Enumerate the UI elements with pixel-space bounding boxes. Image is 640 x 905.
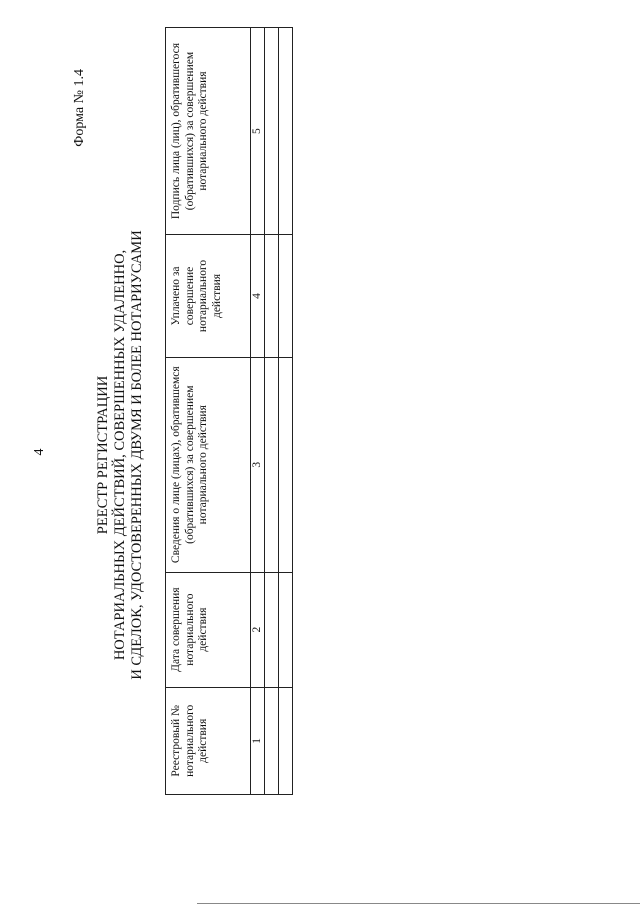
table-header-row: [166, 28, 251, 795]
column-number-4: 4: [251, 235, 265, 358]
table-row: [265, 28, 279, 795]
table-cell: [265, 235, 279, 358]
table-cell: [265, 357, 279, 572]
column-number-3: 3: [251, 357, 265, 572]
table-cell: [279, 28, 293, 235]
table-cell: [265, 687, 279, 794]
column-number-row: [251, 28, 265, 795]
scan-edge-line: [197, 903, 640, 904]
title-line-3: И СДЕЛОК, УДОСТОВЕРЕННЫХ ДВУМЯ И БОЛЕЕ НОТАРИУСАМИ: [129, 230, 145, 680]
table-row: [279, 28, 293, 795]
table-cell: [279, 357, 293, 572]
table-cell: [279, 572, 293, 687]
header-date: Дата совершения нотариального действия: [166, 572, 251, 687]
table-cell: [265, 572, 279, 687]
header-person-info: Сведения о лице (лицах), обратившемся (обратившихся) за совершением нотариального действия: [166, 357, 251, 572]
form-label: Форма № 1.4: [72, 69, 87, 147]
column-number-2: 2: [251, 572, 265, 687]
header-signature: Подпись лица (лиц), обратившегося (обратившихся) за совершением нотариального действия: [166, 28, 251, 235]
header-registry-number: Реестровый № нотариального действия: [166, 687, 251, 794]
registry-table: [165, 27, 293, 795]
table-cell: [279, 235, 293, 358]
column-number-1: 1: [251, 687, 265, 794]
header-paid: Уплачено за совершение нотариального действия: [166, 235, 251, 358]
title-line-2: НОТАРИАЛЬНЫХ ДЕЙСТВИЙ, СОВЕРШЕННЫХ УДАЛЕННО,: [112, 249, 128, 661]
rotated-form: [65, 42, 315, 855]
table-cell: [265, 28, 279, 235]
title-line-1: РЕЕСТР РЕГИСТРАЦИИ: [95, 375, 111, 535]
document-title: [95, 55, 146, 855]
page-number: 4: [32, 448, 47, 456]
column-number-5: 5: [251, 28, 265, 235]
table-cell: [279, 687, 293, 794]
